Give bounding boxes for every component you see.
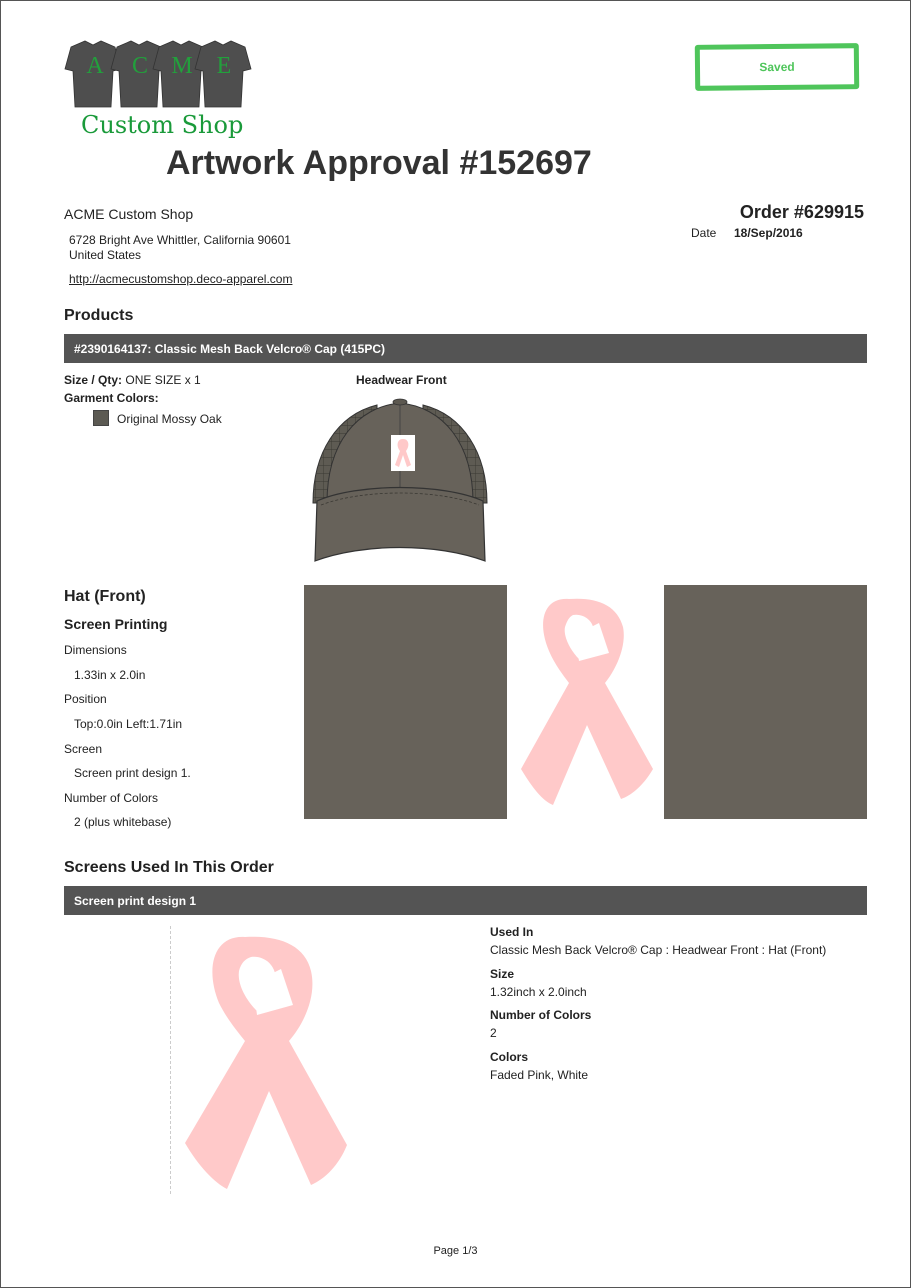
saved-stamp-text: Saved [759, 59, 795, 75]
screen-size-label: Size [490, 967, 515, 981]
screen-num-colors-value: 2 [490, 1026, 497, 1040]
screen-colors-value: Faded Pink, White [490, 1068, 589, 1082]
screen-num-colors-label: Number of Colors [490, 1008, 592, 1022]
saved-stamp [695, 43, 859, 91]
placement-method: Screen Printing [64, 616, 168, 632]
logo-letter-c: C [131, 53, 149, 79]
headwear-front-label: Headwear Front [356, 373, 447, 387]
used-in-value: Classic Mesh Back Velcro® Cap : Headwear Front : Hat (Front) [490, 943, 827, 957]
company-address-line1: 6728 Bright Ave Whittler, California 90601 [69, 233, 291, 247]
garment-color-name: Original Mossy Oak [117, 412, 222, 426]
dimensions-value: 1.33in x 2.0in [74, 668, 146, 682]
number-of-colors-label: Number of Colors [64, 791, 159, 805]
company-website-link[interactable]: http://acmecustomshop.deco-apparel.com [69, 272, 293, 286]
product-item-bar: #2390164137: Classic Mesh Back Velcro® Cap (415PC) [64, 334, 867, 363]
size-qty-label: Size / Qty: [64, 373, 123, 387]
cap-front-image [307, 393, 493, 569]
date-label: Date [691, 226, 717, 240]
number-of-colors-value: 2 (plus whitebase) [74, 815, 172, 829]
screen-value: Screen print design 1. [74, 766, 191, 780]
screen-label: Screen [64, 742, 103, 756]
company-name: ACME Custom Shop [64, 206, 194, 222]
products-heading: Products [64, 307, 134, 324]
placement-preview-left-panel [304, 585, 507, 819]
date-value: 18/Sep/2016 [734, 226, 803, 240]
screens-heading: Screens Used In This Order [64, 859, 274, 876]
artwork-guide-line [170, 926, 171, 1194]
page-number: Page 1/3 [433, 1245, 478, 1257]
used-in-label: Used In [490, 925, 534, 939]
company-address-line2: United States [69, 248, 142, 262]
logo-letter-e: E [216, 53, 232, 79]
size-qty-value: ONE SIZE x 1 [125, 373, 201, 387]
logo-letter-a: A [86, 53, 104, 79]
placement-title: Hat (Front) [64, 588, 146, 605]
ribbon-artwork-large [177, 931, 353, 1195]
logo-letter-m: M [171, 53, 193, 79]
ribbon-artwork-preview [513, 593, 659, 811]
logo-tagline: Custom Shop [81, 111, 244, 139]
screen-design-bar: Screen print design 1 [64, 886, 867, 915]
dimensions-label: Dimensions [64, 643, 127, 657]
page-title: Artwork Approval #152697 [166, 144, 592, 182]
position-label: Position [64, 692, 107, 706]
order-number: Order #629915 [739, 202, 864, 222]
screen-size-value: 1.32inch x 2.0inch [490, 985, 587, 999]
placement-preview-right-panel [664, 585, 867, 819]
garment-colors-label: Garment Colors: [64, 391, 159, 405]
position-value: Top:0.0in Left:1.71in [74, 717, 183, 731]
garment-color-swatch [93, 410, 109, 426]
size-qty-row [64, 373, 201, 387]
screen-colors-label: Colors [490, 1050, 529, 1064]
